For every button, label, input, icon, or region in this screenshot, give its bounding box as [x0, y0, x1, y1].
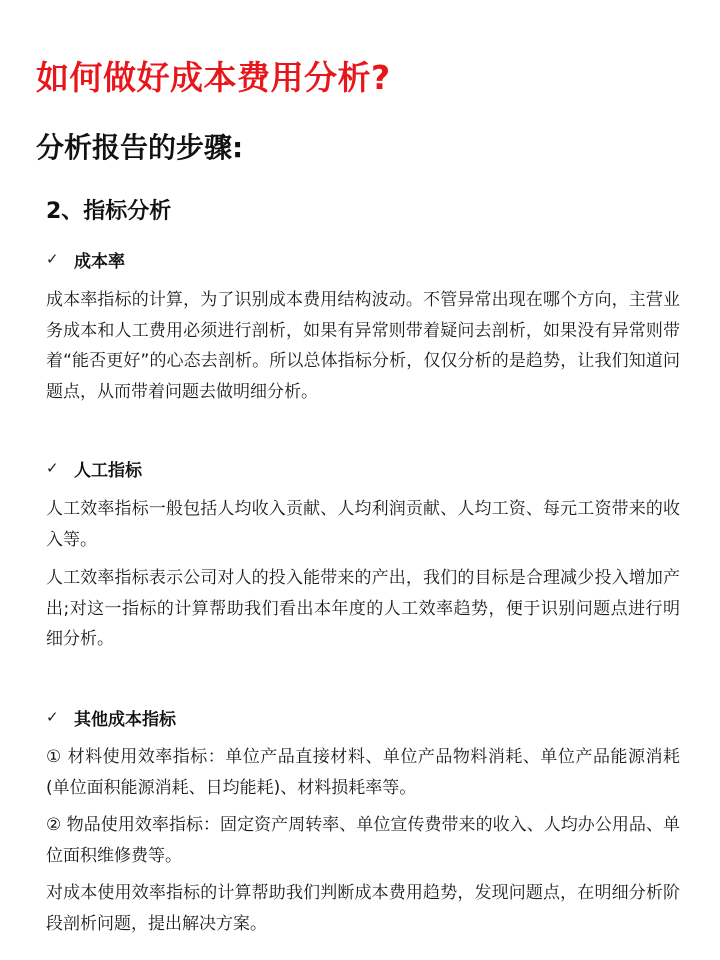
- paragraph: 对成本使用效率指标的计算帮助我们判断成本费用趋势，发现问题点，在明细分析阶段剖析问题，提出解决方案。: [46, 883, 680, 934]
- page-subtitle: 分析报告的步骤:: [36, 131, 244, 164]
- check-icon: ✓: [46, 459, 59, 477]
- check-icon: ✓: [46, 250, 59, 268]
- item-title: 成本率: [74, 251, 125, 272]
- page-title: 如何做好成本费用分析?: [36, 58, 391, 97]
- paragraph: ① 材料使用效率指标：单位产品直接材料、单位产品物料消耗、单位产品能源消耗(单位面积能源消耗、日均能耗)、材料损耗率等。: [46, 747, 680, 798]
- section-heading: 2、指标分析: [46, 199, 172, 224]
- paragraph: 成本率指标的计算，为了识别成本费用结构波动。不管异常出现在哪个方向，主营业务成本和人工费用必须进行剖析，如果有异常则带着疑问去剖析，如果没有异常则带着“能否更好”的心态去剖析。所以总体指标分析，仅仅分析的是趋势，让我们知道问题点，从而带着问题去做明细分析。: [46, 290, 680, 402]
- item-heading-labor: [46, 456, 142, 480]
- item-title: 人工指标: [74, 460, 142, 481]
- item-title: 其他成本指标: [74, 709, 176, 730]
- paragraph: ② 物品使用效率指标：固定资产周转率、单位宣传费带来的收入、人均办公用品、单位面积维修费等。: [46, 815, 680, 866]
- item-heading-other-cost: [46, 705, 176, 729]
- paragraph: 人工效率指标表示公司对人的投入能带来的产出，我们的目标是合理减少投入增加产出;对这一指标的计算帮助我们看出本年度的人工效率趋势，便于识别问题点进行明细分析。: [46, 568, 680, 649]
- check-icon: ✓: [46, 708, 59, 726]
- paragraph: 人工效率指标一般包括人均收入贡献、人均利润贡献、人均工资、每元工资带来的收入等。: [46, 499, 680, 550]
- item-heading-cost-rate: [46, 247, 125, 271]
